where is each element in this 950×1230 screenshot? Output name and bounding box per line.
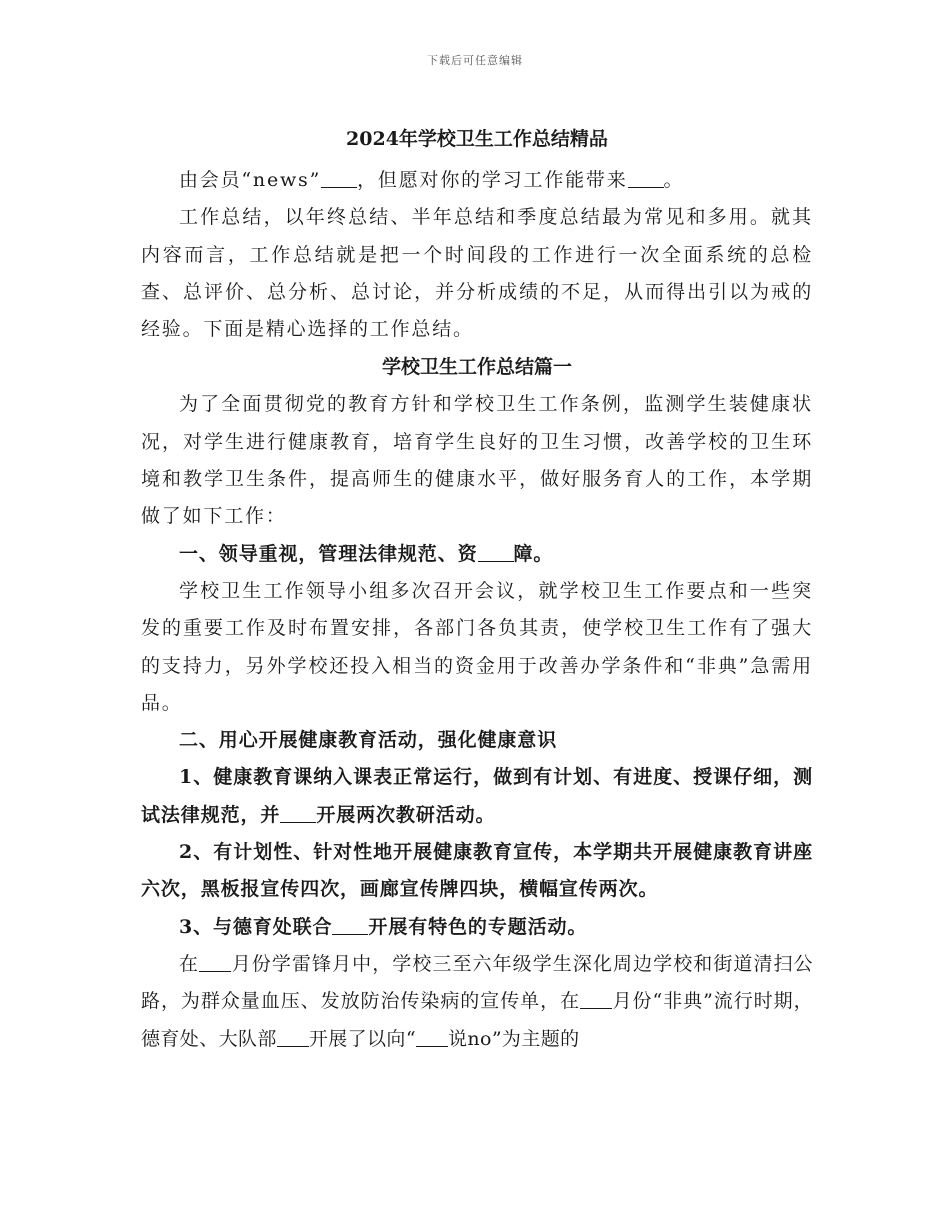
intro-text-a: 由会员“news” <box>179 169 322 191</box>
final-paragraph <box>141 946 813 1058</box>
final-text-d: 开展了以向“ <box>308 1027 416 1050</box>
item-one-text-b: 开展两次教研活动。 <box>316 803 496 826</box>
blank-line <box>277 1027 309 1047</box>
heading-one <box>141 536 813 573</box>
intro-text-b: ，但愿对你的学习工作能带来 <box>357 169 628 191</box>
blank-line <box>332 915 368 935</box>
blank-line <box>280 803 316 823</box>
item-three <box>141 909 813 946</box>
item-three-text-a: 3、与德育处联合 <box>179 915 333 938</box>
blank-line <box>580 989 612 1009</box>
document-title: 2024年学校卫生工作总结精品 <box>346 128 608 150</box>
purpose-paragraph: 为了全面贯彻党的教育方针和学校卫生工作条例，监测学生装健康状况，对学生进行健康教育，培育学生良好的卫生习惯，改善学校的卫生环境和教学卫生条件，提高师生的健康水平，做好服务育人的工作，本学期做了如下工作： <box>141 393 813 528</box>
leadership-paragraph: 学校卫生工作领导小组多次召开会议，就学校卫生工作要点和一些突发的重要工作及时布置安排，各部门各负其责，使学校卫生工作有了强大的支持力，另外学校还投入相当的资金用于改善办学条件和“非典”急需用品。 <box>141 579 813 714</box>
item-three-text-b: 开展有特色的专题活动。 <box>368 915 588 938</box>
heading-two: 二、用心开展健康教育活动，强化健康意识 <box>179 729 558 752</box>
heading-one-text-b: 障。 <box>513 542 554 565</box>
blank-line <box>321 168 357 188</box>
heading-one-text-a: 一、领导重视，管理法律规范、资 <box>179 542 478 565</box>
item-one <box>141 759 813 834</box>
item-two: 2、有计划性、针对性地开展健康教育宣传，本学期共开展健康教育讲座六次，黑板报宣传四次，画廊宣传牌四块，横幅宣传两次。 <box>141 841 813 901</box>
blank-line <box>478 542 514 562</box>
final-text-e: 说no”为主题的 <box>447 1027 580 1050</box>
blank-line <box>199 952 231 972</box>
blank-line <box>628 168 664 188</box>
final-text-c: 月份“非典”流行时期，德育处、大队部 <box>141 990 813 1050</box>
page-header-note: 下载后可任意编辑 <box>427 54 523 67</box>
item-one-text-a: 1、健康教育课纳入课表正常运行，做到有计划、有进度、授课仔细，测试法律规范，并 <box>141 766 813 826</box>
intro-text-c: 。 <box>663 169 685 191</box>
document-body <box>141 122 813 1058</box>
summary-paragraph: 工作总结，以年终总结、半年总结和季度总结最为常见和多用。就其内容而言，工作总结就是把一个时间段的工作进行一次全面系统的总检查、总评价、总分析、总讨论，并分析成绩的不足，从而得出引以为戒的经验。下面是精心选择的工作总结。 <box>141 206 813 341</box>
final-text-a: 在 <box>179 952 200 975</box>
final-text-b: 月份学雷锋月中，学校三至六年级学生深化周边学校和街道清扫公路，为群众量血压、发放防治传染病的宣传单，在 <box>141 952 813 1013</box>
section-heading: 学校卫生工作总结篇一 <box>381 356 572 379</box>
intro-paragraph <box>141 162 813 199</box>
blank-line <box>416 1027 448 1047</box>
